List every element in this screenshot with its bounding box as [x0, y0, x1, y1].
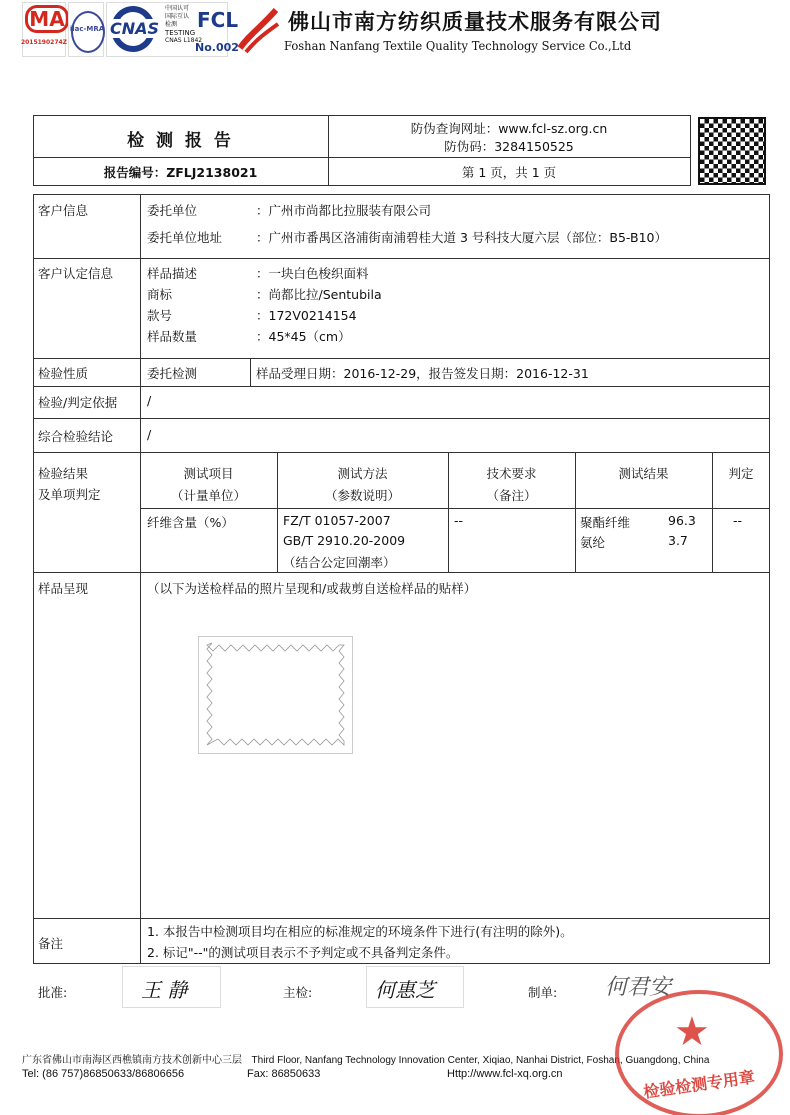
- verify-url: 防伪查询网址：www.fcl-sz.org.cn: [410, 121, 608, 136]
- qr-code: [698, 117, 766, 185]
- verify-code: 防伪码：3284150525: [444, 139, 574, 154]
- ilac-logo: ilac-MRA: [68, 2, 104, 57]
- stamp-star-icon: ★: [674, 1009, 710, 1055]
- company-name-cn: 佛山市南方纺织质量技术服务有限公司: [288, 10, 662, 34]
- sample-swatch: [198, 636, 353, 754]
- company-name-en: Foshan Nanfang Textile Quality Technology Service Co.,Ltd: [284, 38, 632, 53]
- inspect-signature: 何惠芝: [366, 966, 464, 1008]
- report-page: MA 2015190274Z ilac-MRA CNAS 中国认可 国际互认 检测 TESTING CNAS L1842 FCL No.002 佛山市南方纺织质量技术服务有限公司 Foshan Nanfang Textile Quality Technology Service Co.,Ltd 检 测 报 告 防伪查询网址：www.fcl-sz.org.cn 防伪码：3284150525 报告编号：ZFLJ2138021 第 1 页，共 1 页 客户信息 委托单位 ：广州市尚都比拉服装有限公司 委托单位地址 ：广州市番禺区洛浦街南浦碧桂大道 3 号科技大厦六层（部位：B5-B10） 客户认定信息 样品描述 ：一块白色梭织面料 商标 ：尚都比拉/Sentubila 款号 ：172V0214154 样品数量 ：45*45（cm） 检验性质 委托检测 样品受理日期：2016-12-29，报告签发日期：2016-12-31 检验/判定依据 / 综合检验结论 / 检验结果 及单项判定 测试项目 （计量单位） 测试方法 （参数说明） 技术要求 （备注） 测试结果 判定 纤维含量（%） FZ/T 01057-2007 GB/T 2910.20-2009 （结合公定回潮率） -- 聚酯纤维 96.3 氨纶 3.7 -- 样品呈现 （以下为送检样品的照片呈现和/或裁剪自送检样品的贴样） 备注 1. 本报告中检测项目均在相应的标准规定的环境条件下进行(有注明的除外)。 2. 标记"--"的测试项目表示不予判定或不具备判定条件。 批准: 王 静 主检: 何惠芝 制单: 何君安 广东省佛山市南海区西樵镇南方技术创新中心三层 Third Floor, Nanfang Technology Innovation Center, Xiqiao, Nanhai District, Foshan, Guangdong, China Tel: (86 757)86850633/86806656 Fax: 86850633 Http://www.fcl-xq.org.cn ★ 检验检测专用章: [0, 0, 790, 1115]
- report-title: 检 测 报 告: [127, 131, 234, 151]
- official-stamp: ★ 检验检测专用章: [615, 990, 783, 1115]
- company-swoosh-icon: [236, 4, 280, 54]
- report-number: 报告编号：ZFLJ2138021: [103, 165, 258, 180]
- page-indicator: 第 1 页，共 1 页: [461, 165, 557, 180]
- approve-signature: 王 静: [122, 966, 221, 1008]
- cnas-logo: CNAS 中国认可 国际互认 检测 TESTING CNAS L1842 FCL No.002: [106, 2, 228, 57]
- make-signature: 何君安: [605, 975, 672, 1000]
- cma-logo: MA 2015190274Z: [22, 2, 66, 57]
